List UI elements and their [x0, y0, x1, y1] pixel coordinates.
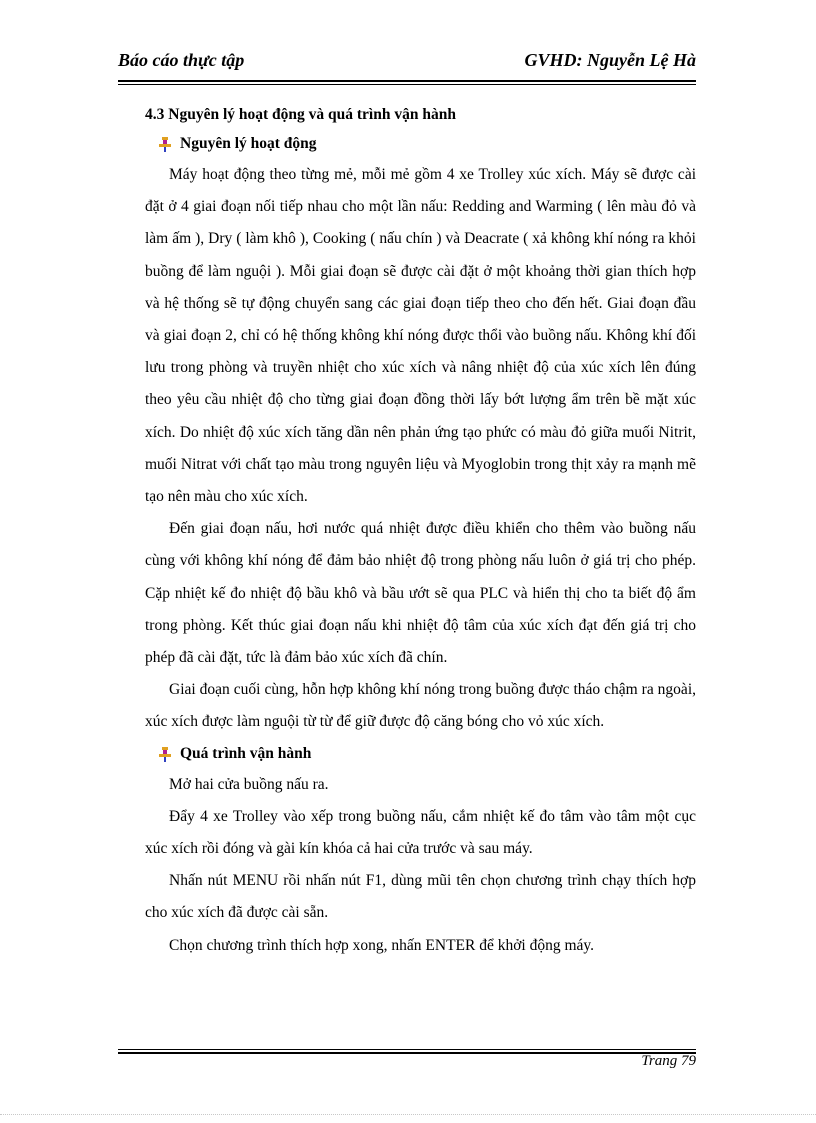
pushpin-icon [157, 746, 173, 762]
operation-step-1: Mở hai cửa buồng nấu ra. [169, 775, 329, 793]
principle-paragraph-1: Máy hoạt động theo từng mẻ, mỗi mẻ gồm 4 xe Trolley xúc xích. Máy sẽ được cài đặt ở 4 giai đoạn nối tiếp nhau cho một lần nấu: Redding and Warming ( lên màu đỏ và làm ấm ), Dry ( làm khô ), Cooking ( nấu chín ) và Deacrate ( xả không khí nóng ra khỏi buồng để làm nguội ). Mỗi giai đoạn sẽ được cài đặt ở một khoảng thời gian thích hợp và hệ thống sẽ tự động chuyển sang các giai đoạn tiếp theo cho đến hết. Giai đoạn đầu và giai đoạn 2, chỉ có hệ thống không khí nóng được thổi vào buồng nấu. Không khí đối lưu trong phòng và truyền nhiệt cho xúc xích và nâng nhiệt độ của xúc xích lên đúng theo yêu cầu nhiệt độ cho từng giai đoạn đồng thời lấy bớt lượng ẩm trên bề mặt xúc xích. Do nhiệt độ xúc xích tăng dần nên phản ứng tạo phức có màu đỏ giữa muối Nitrit, muối Nitrat với chất tạo màu trong nguyên liệu và Myoglobin trong thịt xảy ra mạnh mẽ tạo nên màu cho xúc xích. [145, 166, 696, 506]
operation-heading-text: Quá trình vận hành [180, 744, 312, 762]
operation-heading [157, 739, 696, 769]
header-rule [118, 80, 696, 85]
operation-step-2: Đẩy 4 xe Trolley vào xếp trong buồng nấu, cắm nhiệt kế đo tâm vào tâm một cục xúc xích rồi đóng và gài kín khóa cả hai cửa trước và sau máy. [145, 807, 696, 858]
page-edge-divider [0, 1114, 816, 1115]
operation-step-3: Nhấn nút MENU rồi nhấn nút F1, dùng mũi tên chọn chương trình chạy thích hợp cho xúc xích đã được cài sẵn. [145, 872, 696, 922]
operation-step-4: Chọn chương trình thích hợp xong, nhấn ENTER để khởi động máy. [169, 936, 595, 954]
page-header [118, 46, 696, 80]
page-number: Trang 79 [641, 1053, 696, 1069]
section-title: 4.3 Nguyên lý hoạt động và quá trình vận hành [145, 106, 456, 123]
principle-heading-text: Nguyên lý hoạt động [180, 135, 317, 152]
header-report-title: Báo cáo thực tập [118, 50, 245, 70]
principle-paragraph-2: Đến giai đoạn nấu, hơi nước quá nhiệt được điều khiển cho thêm vào buồng nấu cùng với không khí nóng để đảm bảo nhiệt độ trong phòng nấu luôn ở giá trị cho phép. Cặp nhiệt kế đo nhiệt độ bầu khô và bầu ướt sẽ qua PLC và hiển thị cho ta biết độ ẩm trong phòng. Kết thúc giai đoạn nấu khi nhiệt độ tâm của xúc xích đạt đến giá trị cho phép đã cài đặt, tức là đảm bảo xúc xích đã chín. [145, 520, 696, 667]
principle-paragraph-3: Giai đoạn cuối cùng, hỗn hợp không khí nóng trong buồng được tháo chậm ra ngoài, xúc xích được làm nguội từ từ để giữ được độ căng bóng cho vỏ xúc xích. [145, 681, 696, 731]
pushpin-icon [157, 136, 173, 152]
footer-rule [118, 1049, 696, 1054]
principle-heading [157, 129, 696, 159]
page-content [145, 101, 696, 962]
header-supervisor: GVHD: Nguyễn Lệ Hà [524, 50, 696, 70]
